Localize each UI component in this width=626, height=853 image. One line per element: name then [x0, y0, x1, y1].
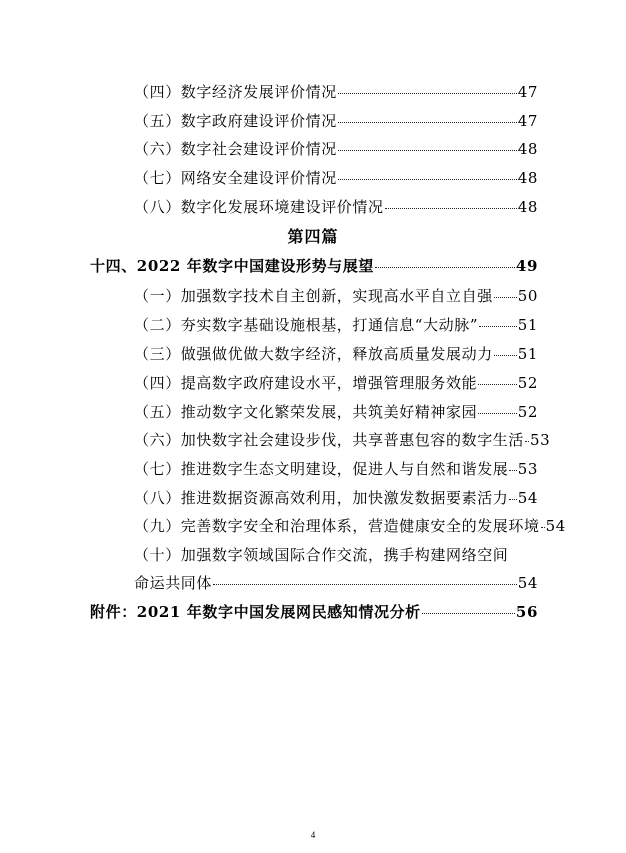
- toc-entry-title-line2: 命运共同体: [134, 574, 213, 592]
- page-number: 4: [310, 830, 316, 840]
- toc-entry[interactable]: [134, 571, 538, 595]
- dot-leader: [494, 354, 517, 356]
- dot-leader: [509, 498, 516, 500]
- toc-entry-page: 47: [517, 112, 538, 130]
- toc-appendix-entry[interactable]: [90, 600, 538, 624]
- dot-leader: [338, 149, 517, 151]
- toc-entry-title: 附件：2021 年数字中国发展网民感知情况分析: [90, 603, 421, 621]
- toc-entry-page: 52: [517, 374, 538, 392]
- toc-entry-title: （八）数字化发展环境建设评价情况: [134, 198, 384, 216]
- toc-entry[interactable]: [134, 514, 566, 538]
- toc-entry[interactable]: [134, 80, 538, 104]
- toc-entry-page: 48: [517, 198, 538, 216]
- toc-entry-title: （六）加快数字社会建设步伐，共享普惠包容的数字生活: [134, 431, 525, 449]
- dot-leader: [525, 440, 529, 442]
- toc-chapter-entry[interactable]: [90, 254, 538, 278]
- toc-entry[interactable]: [134, 284, 538, 308]
- dot-leader: [385, 207, 517, 209]
- dot-leader: [478, 383, 517, 385]
- toc-entry-title: （四）提高数字政府建设水平，增强管理服务效能: [134, 374, 478, 392]
- dot-leader: [338, 178, 517, 180]
- toc-entry-title: （一）加强数字技术自主创新，实现高水平自立自强: [134, 287, 493, 305]
- toc-entry[interactable]: [134, 109, 538, 133]
- toc-entry-page: 53: [530, 431, 551, 449]
- dot-leader: [422, 612, 515, 614]
- toc-entry-title: （四）数字经济发展评价情况: [134, 83, 337, 101]
- toc-entry-title: （七）推进数字生态文明建设，促进人与自然和谐发展: [134, 460, 509, 478]
- toc-entry-page: 52: [517, 403, 538, 421]
- toc-entry-page: 48: [517, 169, 538, 187]
- dot-leader: [213, 583, 517, 585]
- toc-entry-title: 十四、2022 年数字中国建设形势与展望: [90, 257, 374, 275]
- toc-entry[interactable]: [134, 137, 538, 161]
- toc-entry[interactable]: [134, 342, 538, 366]
- toc-entry-page: 56: [515, 603, 538, 621]
- toc-entry-page: 48: [517, 140, 538, 158]
- toc-entry-page: 51: [517, 316, 538, 334]
- dot-leader: [375, 266, 515, 268]
- toc-entry-title: （五）推动数字文化繁荣发展，共筑美好精神家园: [134, 403, 478, 421]
- toc-entry-title: （九）完善数字安全和治理体系，营造健康安全的发展环境: [134, 517, 540, 535]
- toc-entry[interactable]: [134, 195, 538, 219]
- toc-entry-page: 54: [545, 517, 566, 535]
- toc-entry[interactable]: [134, 457, 538, 481]
- dot-leader: [494, 296, 517, 298]
- dot-leader: [338, 92, 517, 94]
- toc-entry[interactable]: [134, 371, 538, 395]
- toc-entry[interactable]: [134, 313, 538, 337]
- toc-entry-title: （五）数字政府建设评价情况: [134, 112, 337, 130]
- toc-entry-page: 50: [517, 287, 538, 305]
- toc-entry[interactable]: [134, 166, 538, 190]
- toc-entry-page: 54: [517, 574, 538, 592]
- toc-entry-page: 49: [515, 257, 538, 275]
- toc-entry[interactable]: [134, 486, 538, 510]
- dot-leader: [509, 469, 516, 471]
- toc-entry-title: （六）数字社会建设评价情况: [134, 140, 337, 158]
- dot-leader: [338, 121, 517, 123]
- toc-entry[interactable]: [134, 400, 538, 424]
- dot-leader: [478, 412, 517, 414]
- toc-entry-title: （二）夯实数字基础设施根基，打通信息“大动脉”: [134, 316, 479, 334]
- dot-leader: [541, 526, 545, 528]
- toc-entry-title: （八）推进数据资源高效利用，加快激发数据要素活力: [134, 489, 509, 507]
- toc-entry-title: （七）网络安全建设评价情况: [134, 169, 337, 187]
- toc-entry-page: 51: [517, 345, 538, 363]
- toc-entry[interactable]: [134, 428, 551, 452]
- toc-entry-page: 47: [517, 83, 538, 101]
- toc-entry-page: 53: [517, 460, 538, 478]
- section-title: 第四篇: [287, 227, 339, 246]
- dot-leader: [479, 325, 517, 327]
- toc-entry-title: （三）做强做优做大数字经济，释放高质量发展动力: [134, 345, 493, 363]
- toc-entry-title-line1[interactable]: （十）加强数字领域国际合作交流，携手构建网络空间: [134, 546, 509, 564]
- toc-entry-page: 54: [517, 489, 538, 507]
